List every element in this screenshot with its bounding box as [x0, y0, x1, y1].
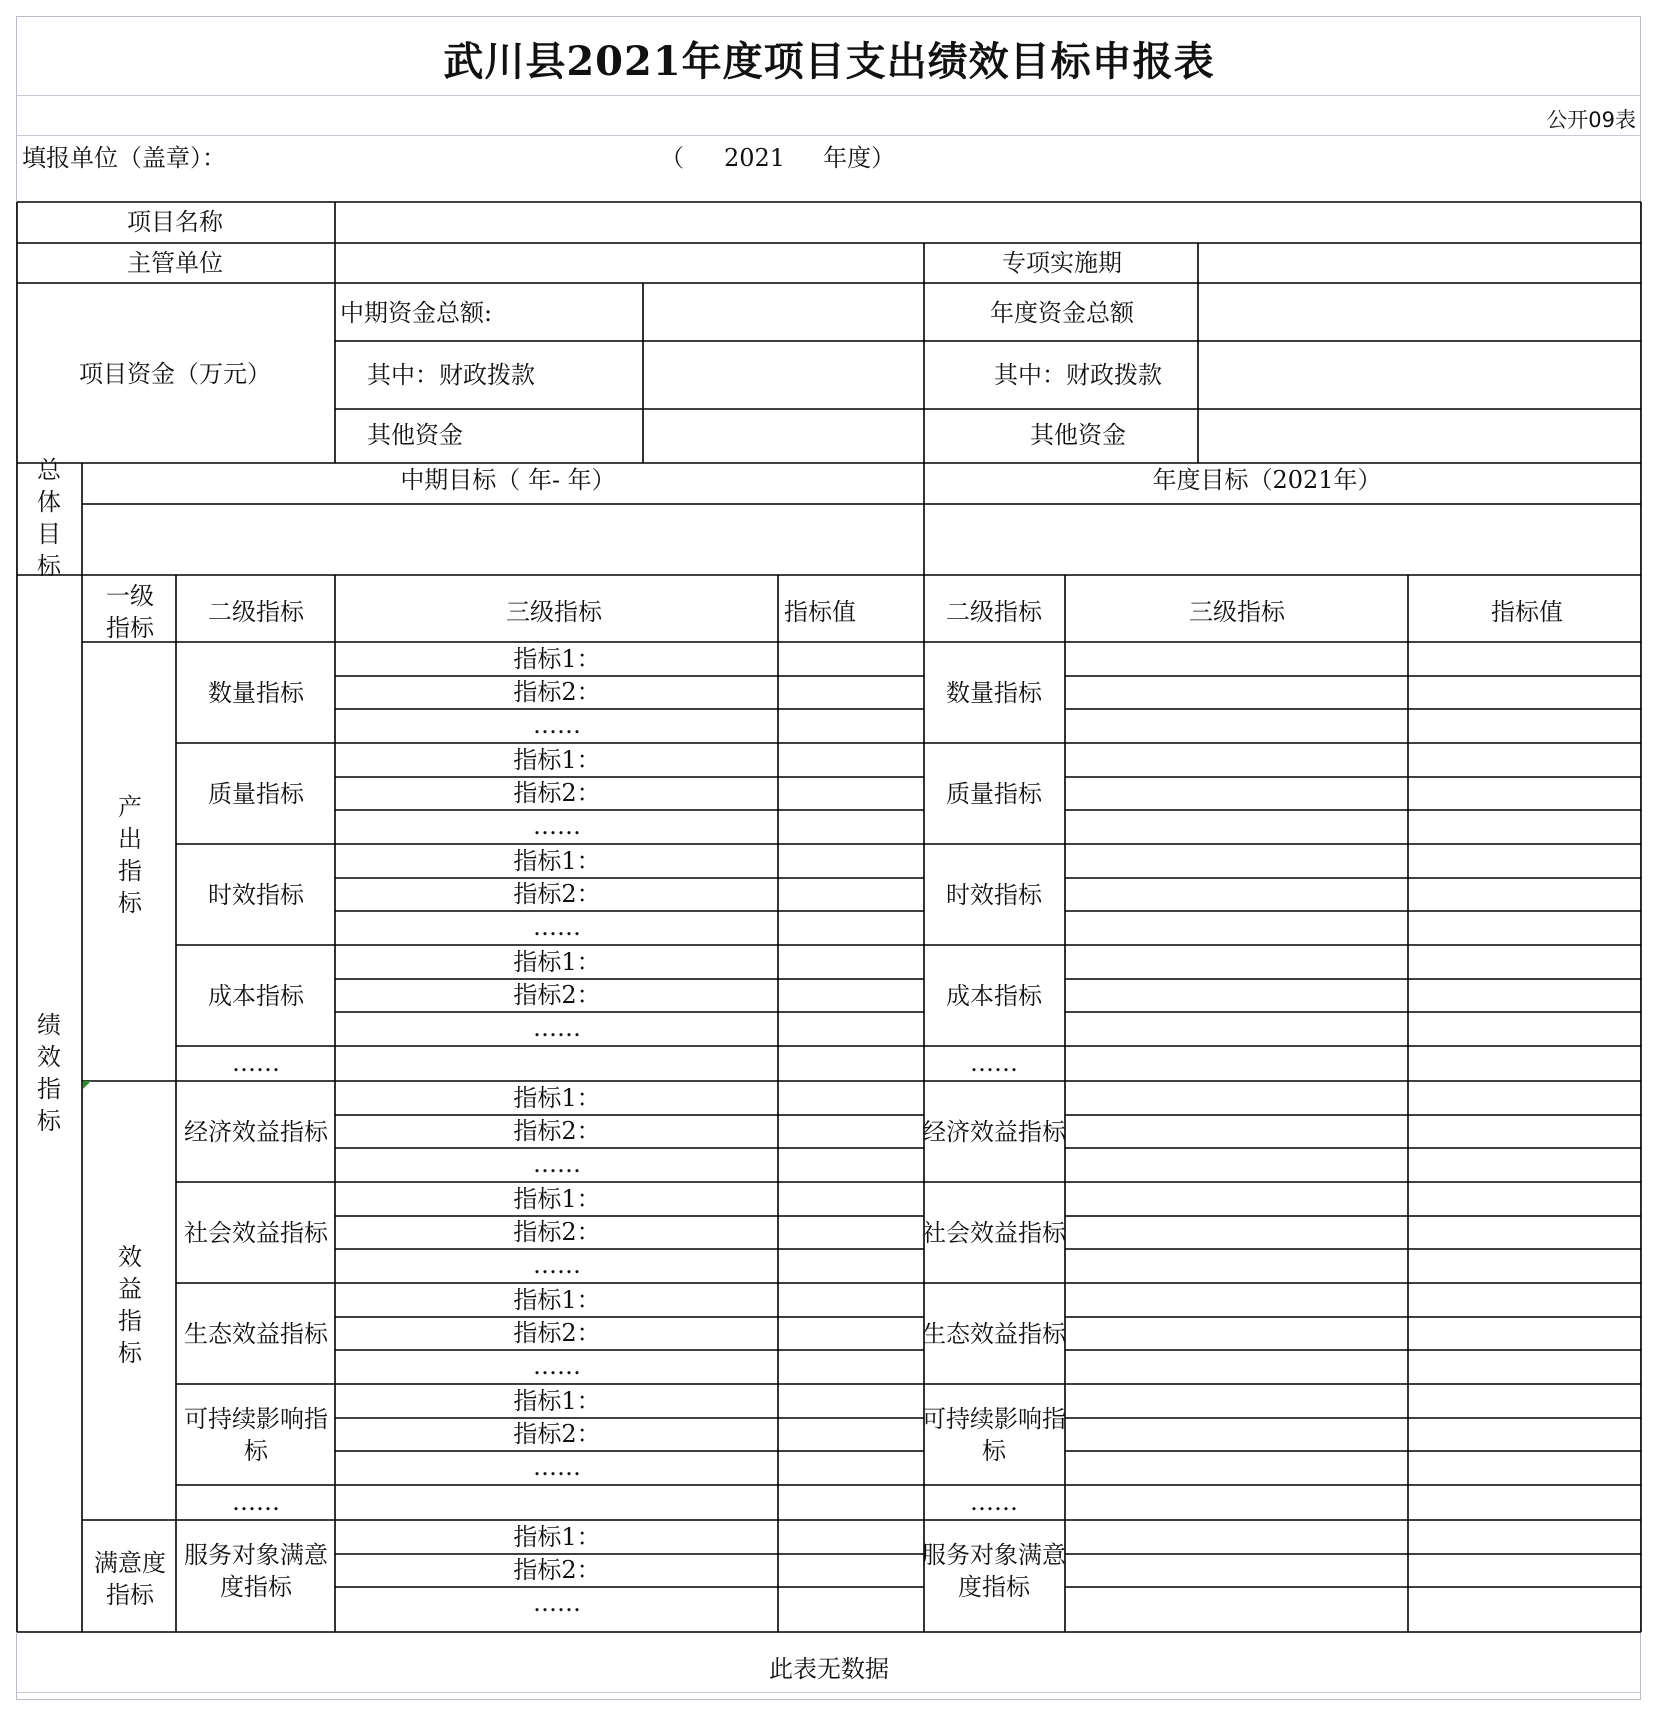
- indicator-2-label: 指标2：: [513, 981, 601, 1009]
- mid-level3-header: 三级指标: [506, 598, 602, 626]
- benefit-indicators-label: 效益指标: [118, 1243, 142, 1367]
- indicator-ellipsis: ……: [533, 812, 581, 840]
- filler-unit-label: 填报单位（盖章）：: [22, 144, 226, 172]
- form-number: 公开09表: [1546, 108, 1636, 132]
- quality-indicator-label-mid: 质量指标: [208, 780, 304, 808]
- performance-target-table: [16, 201, 1642, 1633]
- service-indicator-label-mid: 服务对象满意度指标: [184, 1541, 328, 1601]
- indicator-ellipsis: ……: [533, 1352, 581, 1380]
- social-indicator-label-mid: 社会效益指标: [184, 1219, 328, 1247]
- cost-indicator-label-annual: 成本指标: [946, 982, 1042, 1010]
- indicator-1-label: 指标1：: [513, 1084, 601, 1112]
- indicator-ellipsis: ……: [533, 1589, 581, 1617]
- ecological-indicator-label-mid: 生态效益指标: [184, 1320, 328, 1348]
- annual-other-funds-label: 其他资金: [1030, 421, 1126, 449]
- indicator-ellipsis: ……: [533, 1453, 581, 1481]
- indicator-1-label: 指标1：: [513, 948, 601, 976]
- no-data-note: 此表无数据: [769, 1655, 889, 1683]
- project-fund-label: 项目资金（万元）: [79, 360, 271, 388]
- annual-fiscal-label: 其中：财政拨款: [994, 361, 1162, 389]
- year-note-open: （: [660, 144, 684, 172]
- cell-comment-marker: [83, 1081, 91, 1089]
- output-more-ellipsis-mid: ……: [232, 1049, 280, 1077]
- cost-indicator-label-mid: 成本指标: [208, 982, 304, 1010]
- mid-term-total-label: 中期资金总额:: [340, 299, 493, 327]
- indicator-1-label: 指标1：: [513, 1185, 601, 1213]
- social-indicator-label-annual: 社会效益指标: [922, 1219, 1066, 1247]
- indicator-2-label: 指标2：: [513, 1117, 601, 1145]
- indicator-1-label: 指标1：: [513, 1387, 601, 1415]
- indicator-1-label: 指标1：: [513, 1523, 601, 1551]
- annual-value-header: 指标值: [1491, 598, 1563, 626]
- indicator-2-label: 指标2：: [513, 880, 601, 908]
- divider: [17, 1692, 1640, 1693]
- indicator-ellipsis: ……: [533, 1251, 581, 1279]
- indicator-2-label: 指标2：: [513, 1420, 601, 1448]
- mid-fiscal-label: 其中：财政拨款: [367, 361, 535, 389]
- department-label: 主管单位: [127, 249, 223, 277]
- timeliness-indicator-label-mid: 时效指标: [208, 881, 304, 909]
- mid-other-funds-label: 其他资金: [367, 421, 463, 449]
- indicator-2-label: 指标2：: [513, 1218, 601, 1246]
- indicator-ellipsis: ……: [533, 711, 581, 739]
- mid-level2-header: 二级指标: [208, 598, 304, 626]
- indicator-2-label: 指标2：: [513, 779, 601, 807]
- project-name-label: 项目名称: [127, 208, 223, 236]
- indicator-2-label: 指标2：: [513, 1556, 601, 1584]
- indicator-ellipsis: ……: [533, 1014, 581, 1042]
- benefit-more-ellipsis-mid: ……: [232, 1488, 280, 1516]
- quantity-indicator-label-mid: 数量指标: [208, 679, 304, 707]
- year-note: [660, 138, 895, 173]
- annual-level3-header: 三级指标: [1189, 598, 1285, 626]
- level1-header: 一级指标: [106, 582, 154, 642]
- economic-indicator-label-annual: 经济效益指标: [922, 1118, 1066, 1146]
- indicator-1-label: 指标1：: [513, 645, 601, 673]
- annual-level2-header: 二级指标: [946, 598, 1042, 626]
- annual-total-label: 年度资金总额: [990, 299, 1134, 327]
- mid-value-header: 指标值: [784, 598, 856, 626]
- indicator-1-label: 指标1：: [513, 847, 601, 875]
- quantity-indicator-label-annual: 数量指标: [946, 679, 1042, 707]
- timeliness-indicator-label-annual: 时效指标: [946, 881, 1042, 909]
- indicator-1-label: 指标1：: [513, 746, 601, 774]
- performance-indicators-label: 绩效指标: [37, 1011, 61, 1135]
- divider: [17, 135, 1640, 136]
- indicator-2-label: 指标2：: [513, 678, 601, 706]
- satisfaction-indicators-label: 满意度指标: [94, 1549, 166, 1609]
- implementation-period-label: 专项实施期: [1002, 249, 1122, 277]
- sustainable-indicator-label-annual: 可持续影响指标: [922, 1405, 1066, 1465]
- economic-indicator-label-mid: 经济效益指标: [184, 1118, 328, 1146]
- mid-term-target-label: 中期目标（ 年- 年）: [400, 466, 616, 494]
- indicator-1-label: 指标1：: [513, 1286, 601, 1314]
- quality-indicator-label-annual: 质量指标: [946, 780, 1042, 808]
- service-indicator-label-annual: 服务对象满意度指标: [922, 1541, 1066, 1601]
- indicator-2-label: 指标2：: [513, 1319, 601, 1347]
- output-indicators-label: 产出指标: [118, 793, 142, 917]
- indicator-ellipsis: ……: [533, 1150, 581, 1178]
- year-note-year: 2021: [724, 144, 786, 172]
- output-more-ellipsis-annual: ……: [970, 1049, 1018, 1077]
- divider: [17, 95, 1640, 96]
- page-title: 武川县2021年度项目支出绩效目标申报表: [443, 38, 1215, 85]
- indicator-ellipsis: ……: [533, 913, 581, 941]
- overall-target-label: 总体目标: [37, 456, 61, 580]
- sustainable-indicator-label-mid: 可持续影响指标: [184, 1405, 328, 1465]
- annual-target-label: 年度目标（2021年）: [1152, 466, 1382, 494]
- benefit-more-ellipsis-annual: ……: [970, 1488, 1018, 1516]
- year-note-unit: 年度）: [823, 144, 896, 172]
- ecological-indicator-label-annual: 生态效益指标: [922, 1320, 1066, 1348]
